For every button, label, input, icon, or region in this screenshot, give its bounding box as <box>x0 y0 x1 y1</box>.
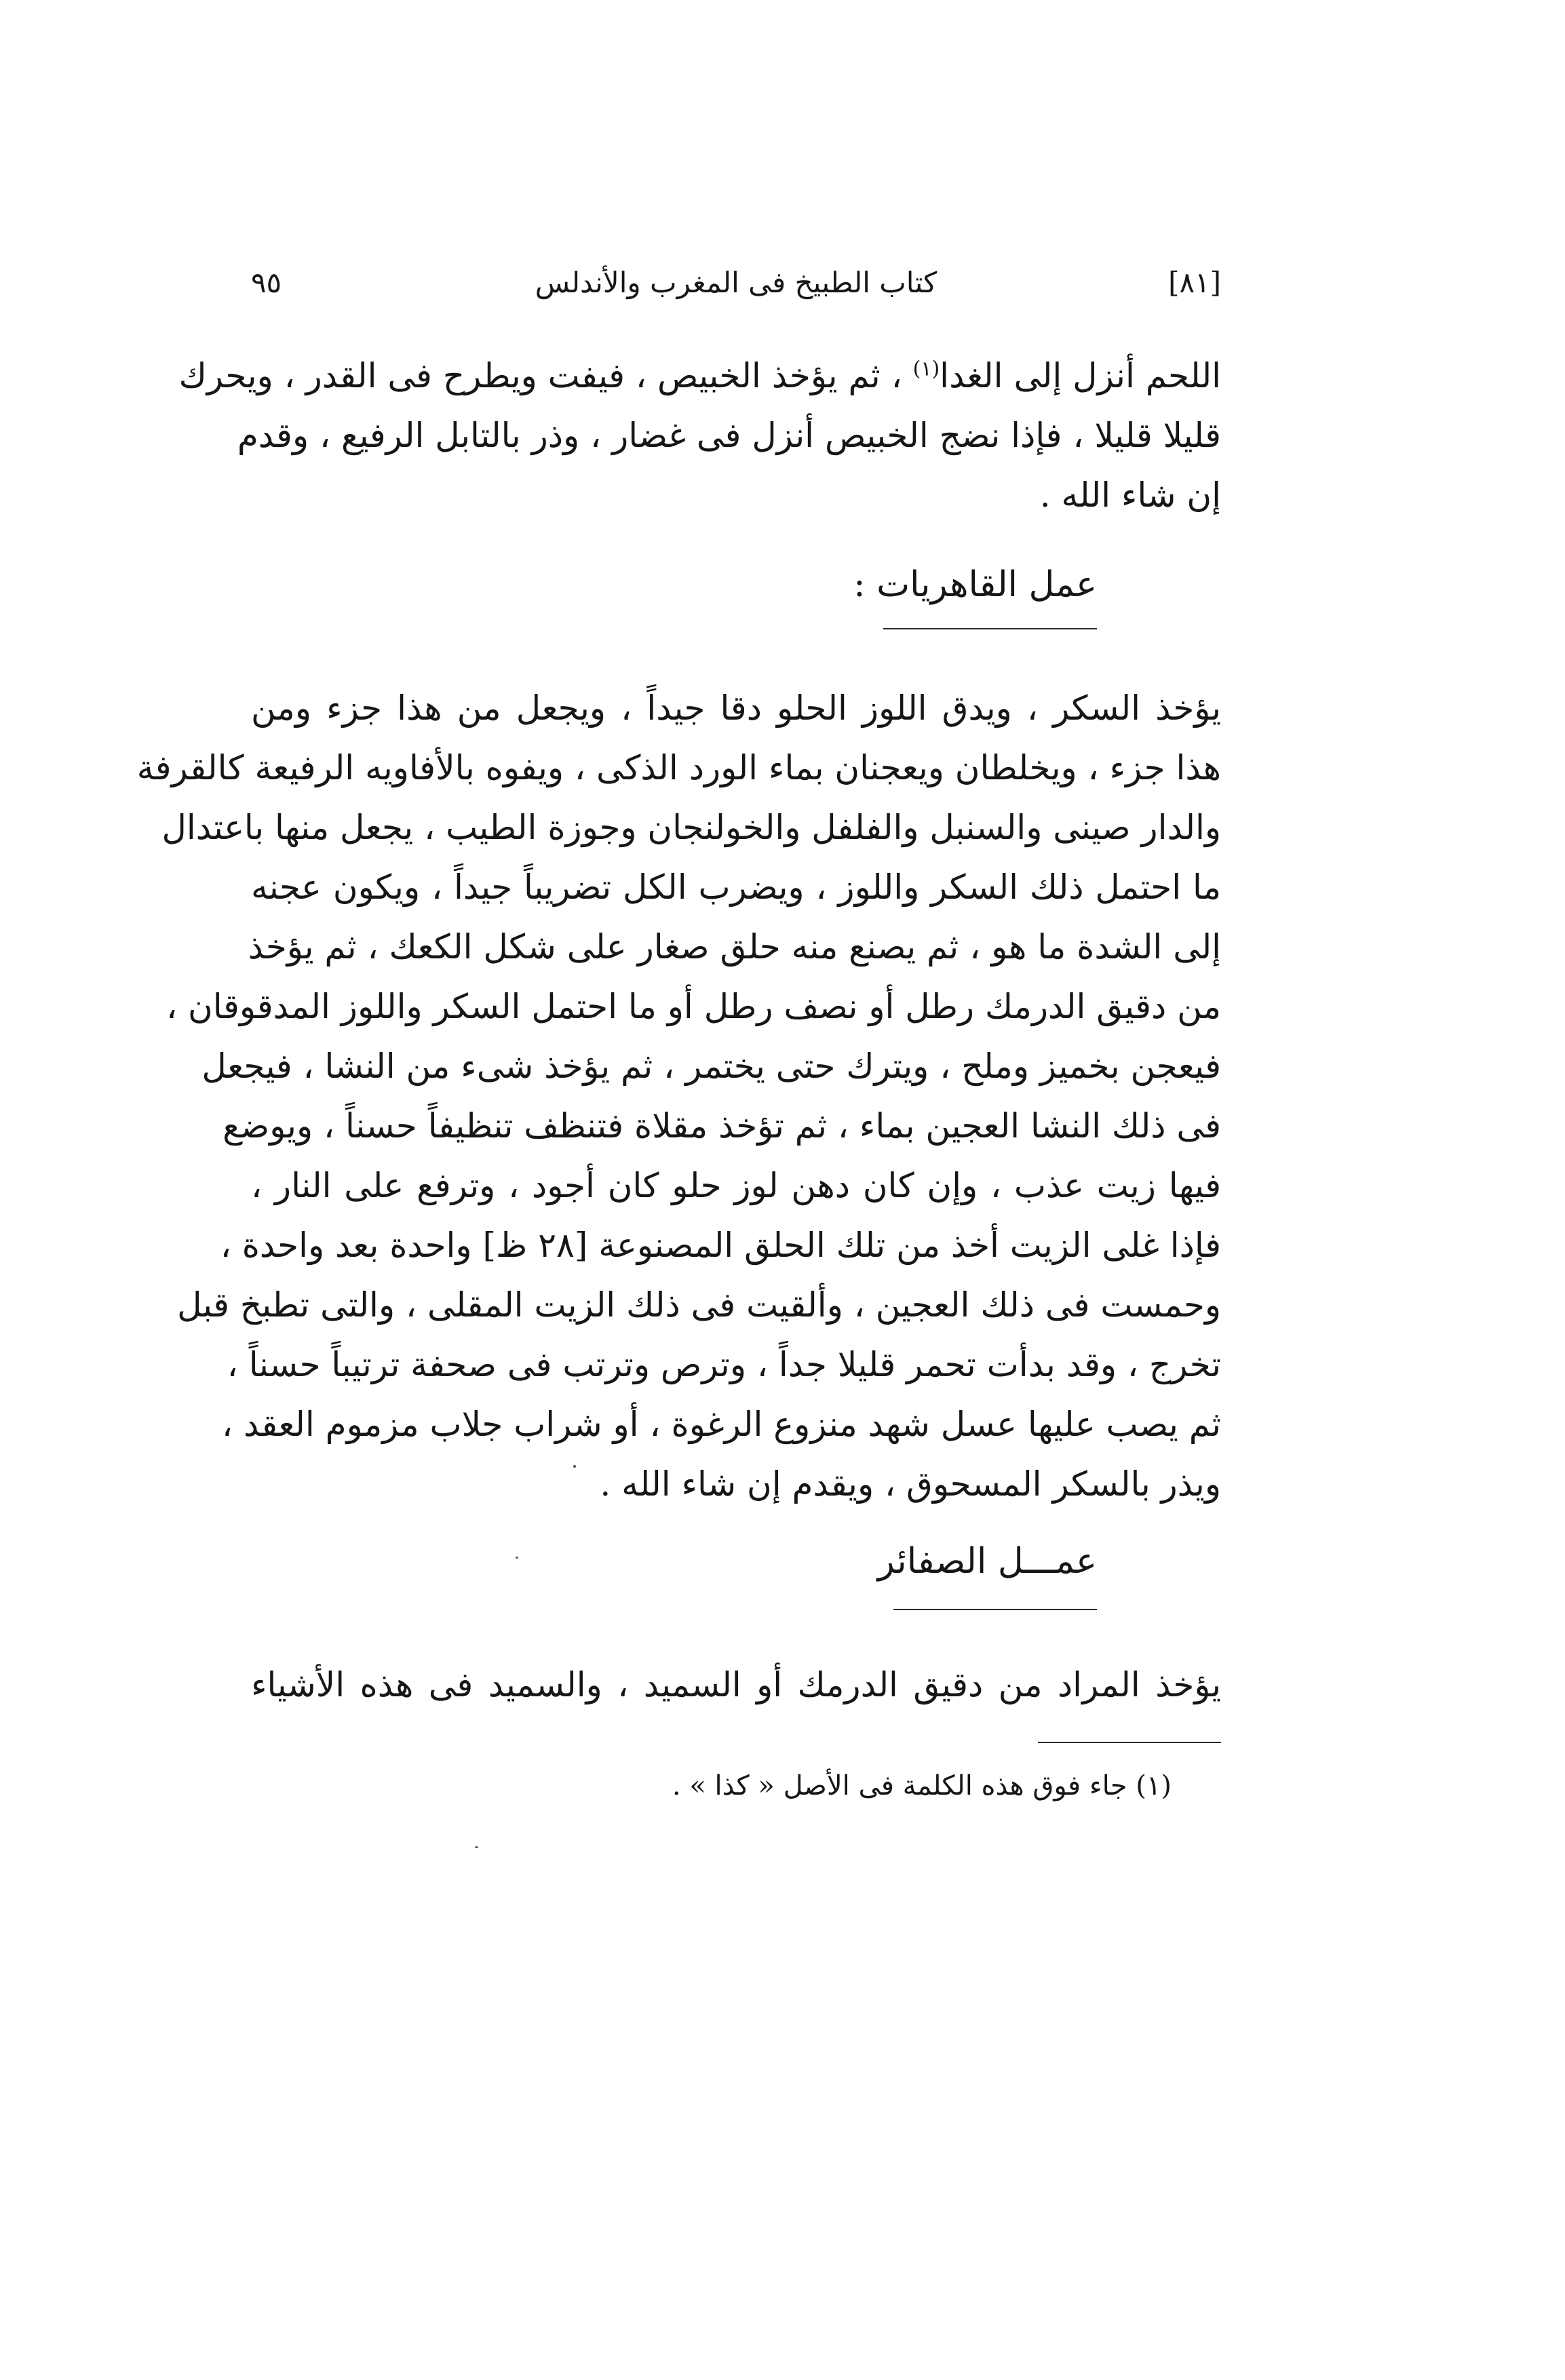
paragraph-1 <box>178 346 1221 525</box>
scan-speck <box>573 1465 576 1468</box>
scan-speck <box>516 1557 518 1559</box>
footnote-separator <box>1038 1742 1221 1743</box>
paragraph-line: إن شاء الله . <box>1039 475 1221 515</box>
paragraph-line: اللحم أنزل إلى الغدا$^{(١)}$ ، ثم يؤخذ الخبيص ، فيفت ويطرح فى القدر ، ويحرك <box>178 356 1221 395</box>
paragraph-line: ويذر بالسكر المسحوق ، ويقدم إن شاء الله . <box>600 1464 1221 1504</box>
paragraph-line: فيها زيت عذب ، وإن كان دهن لوز حلو كان أجود ، وترفع على النار ، <box>251 1166 1221 1205</box>
paragraph-line: هذا جزء ، ويخلطان ويعجنان بماء الورد الذكى ، ويفوه بالأفاويه الرفيعة كالقرفة <box>136 748 1221 787</box>
paragraph-line: من دقيق الدرمك رطل أو نصف رطل أو ما احتمل السكر واللوز المدقوقان ، <box>166 987 1221 1026</box>
paragraph-line: إلى الشدة ما هو ، ثم يصنع منه حلق صغار على شكل الكعك ، ثم يؤخذ <box>248 927 1221 967</box>
section-heading: عمـــل الصفائر <box>877 1541 1097 1582</box>
paragraph-line: ما احتمل ذلك السكر واللوز ، ويضرب الكل تضريباً جيداً ، ويكون عجنه <box>251 867 1221 907</box>
paragraph-3 <box>251 1655 1221 1715</box>
page-number: ٩٥ <box>251 266 282 299</box>
original-page-number: [٨١] <box>1168 266 1221 299</box>
paragraph-line: فيعجن بخميز وملح ، ويترك حتى يختمر ، ثم يؤخذ شىء من النشا ، فيجعل <box>201 1047 1221 1086</box>
paragraph-line: والدار صينى والسنبل والفلفل والخولنجان وجوزة الطيب ، يجعل منها باعتدال <box>161 808 1221 847</box>
footnote-marker: (١) <box>912 357 940 381</box>
page-header <box>251 266 1221 307</box>
scan-speck <box>475 1846 478 1848</box>
paragraph-line: يؤخذ المراد من دقيق الدرمك أو السميد ، والسميد فى هذه الأشياء <box>251 1665 1221 1704</box>
running-title: كتاب الطبيخ فى المغرب والأندلس <box>535 266 938 299</box>
paragraph-line: فى ذلك النشا العجين بماء ، ثم تؤخذ مقلاة فتنظف تنظيفاً حسناً ، ويوضع <box>223 1106 1221 1146</box>
section-heading: عمل القاهريات : <box>853 564 1097 605</box>
footnote: (١) جاء فوق هذه الكلمة فى الأصل « كذا » . <box>672 1770 1172 1801</box>
paragraph-line: تخرج ، وقد بدأت تحمر قليلا جداً ، وترص وترتب فى صحفة ترتيباً حسناً ، <box>227 1345 1221 1384</box>
paragraph-2 <box>136 678 1221 1514</box>
paragraph-line: قليلا قليلا ، فإذا نضج الخبيص أنزل فى غضار ، وذر بالتابل الرفيع ، وقدم <box>237 416 1221 455</box>
paragraph-line: وحمست فى ذلك العجين ، وألقيت فى ذلك الزيت المقلى ، والتى تطبخ قبل <box>177 1285 1221 1325</box>
paragraph-line: يؤخذ السكر ، ويدق اللوز الحلو دقا جيداً ، ويجعل من هذا جزء ومن <box>251 688 1221 728</box>
heading-underline <box>883 628 1097 629</box>
paragraph-line: فإذا غلى الزيت أخذ من تلك الحلق المصنوعة [٢٨ ظ] واحدة بعد واحدة ، <box>220 1226 1221 1265</box>
heading-underline <box>893 1609 1097 1610</box>
paragraph-line: ثم يصب عليها عسل شهد منزوع الرغوة ، أو شراب جلاب مزموم العقد ، <box>221 1405 1221 1444</box>
